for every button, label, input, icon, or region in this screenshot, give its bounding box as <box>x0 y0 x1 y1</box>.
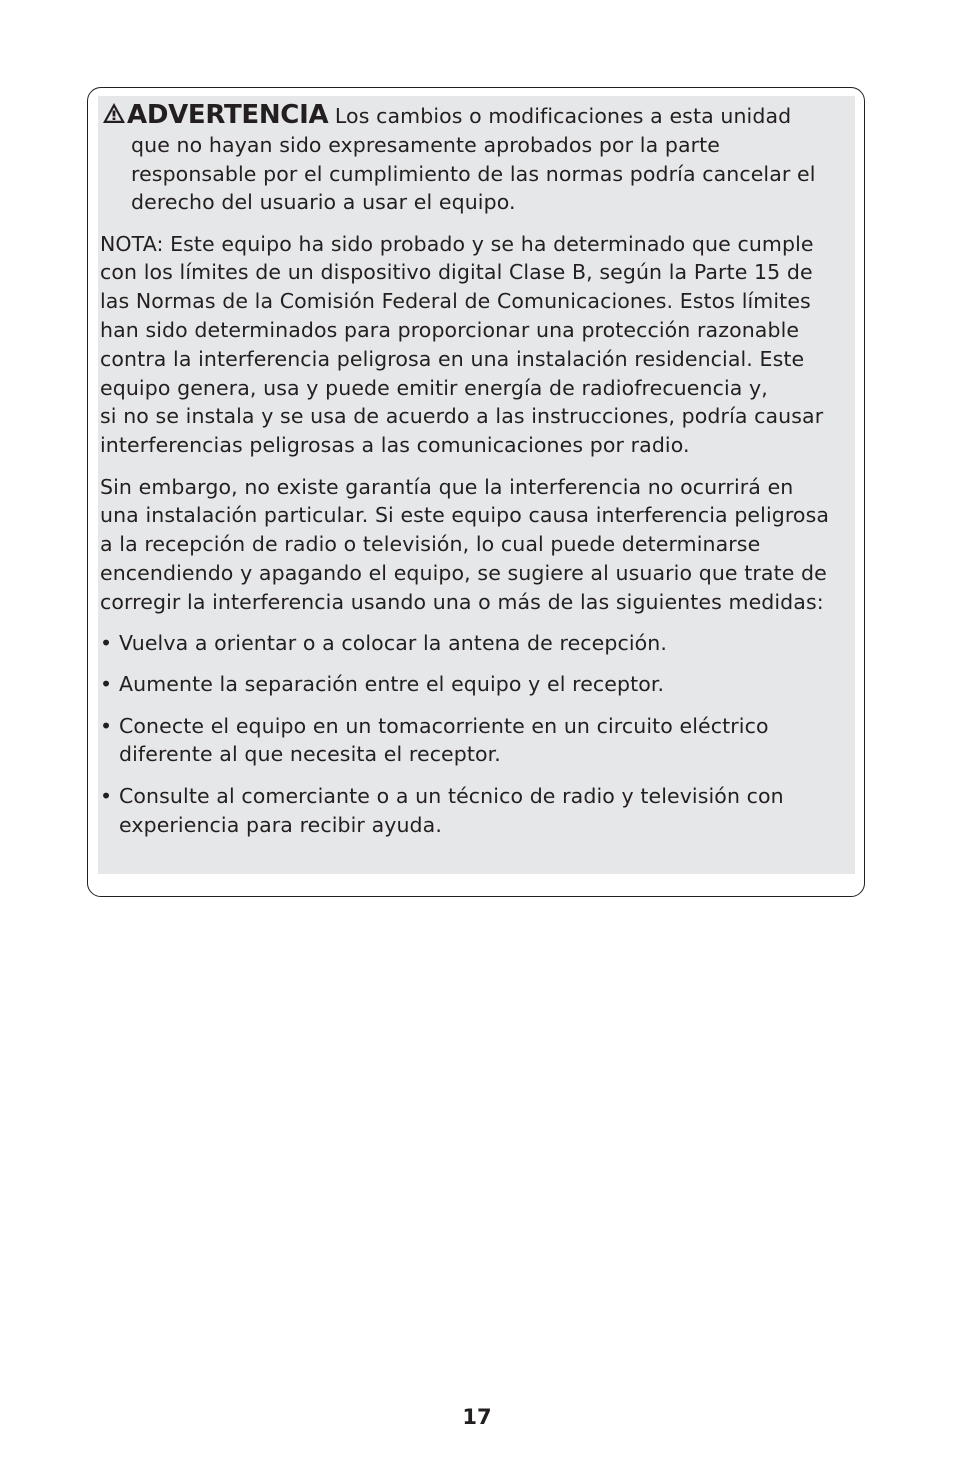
bullet-glyph: • <box>100 672 113 697</box>
warning-paragraph <box>100 101 855 217</box>
bullet-glyph: • <box>100 713 113 738</box>
list-item <box>100 712 855 770</box>
warning-text: Los cambios o modificaciones a esta unidad que no hayan sido expresamente aprobados por la parte responsable por el cumplimiento de las normas podría cancelar el derecho del usuario a usar el equipo. <box>131 104 816 215</box>
measure-text: Aumente la separación entre el equipo y el receptor. <box>119 672 665 697</box>
warning-heading: ADVERTENCIA <box>127 100 329 130</box>
page-number: 17 <box>462 1405 492 1429</box>
measure-text: Consulte al comerciante o a un técnico de radio y televisión con experiencia para recibir ayuda. <box>119 783 784 837</box>
notice-panel <box>98 96 855 874</box>
notice-box <box>87 87 865 897</box>
measure-text: Vuelva a orientar o a colocar la antena de recepción. <box>119 631 667 656</box>
bullet-glyph: • <box>100 631 113 656</box>
warning-triangle-icon <box>102 102 126 124</box>
list-item <box>100 629 855 658</box>
bullet-glyph: • <box>100 783 113 808</box>
list-item <box>100 670 855 699</box>
measure-text: Conecte el equipo en un tomacorriente en un circuito eléctrico diferente al que necesita el receptor. <box>119 713 769 767</box>
fcc-note-paragraph: NOTA: Este equipo ha sido probado y se ha determinado que cumple con los límites de un dispositivo digital Clase B, según la Parte 15 de las Normas de la Comisión Federal de Comunicaciones. Estos límites han sido determinados para proporcionar una protección razonable contra la interferencia peligrosa en una instalación residencial. Este equipo genera, usa y puede emitir energía de radiofrecuencia y, si no se instala y se usa de acuerdo a las instrucciones, podría causar interferencias peligrosas a las comunicaciones por radio. <box>100 231 824 458</box>
list-item <box>100 782 855 840</box>
interference-paragraph: Sin embargo, no existe garantía que la interferencia no ocurrirá en una instalación particular. Si este equipo causa interferencia peligrosa a la recepción de radio o televisión, lo cual puede determinarse encendiendo y apagando el equipo, se sugiere al usuario que trate de corregir la interferencia usando una o más de las siguientes medidas: <box>100 474 830 614</box>
